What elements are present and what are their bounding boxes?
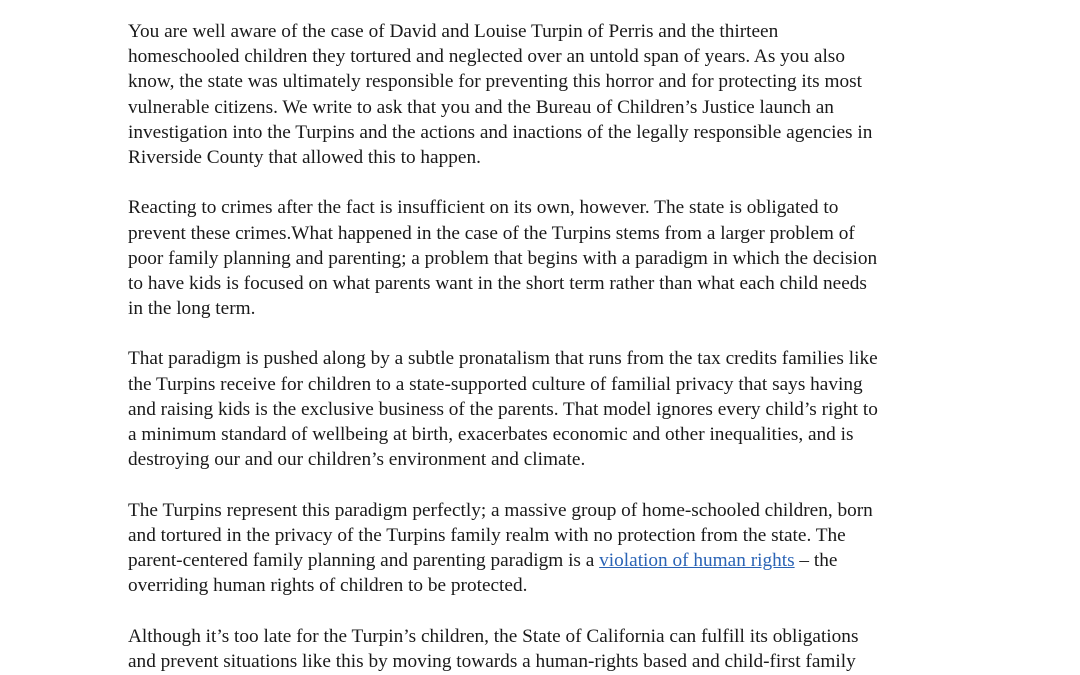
text-segment: – the bbox=[794, 549, 838, 571]
paragraph-4 bbox=[128, 498, 958, 599]
letter-body bbox=[128, 19, 958, 674]
text-line: prevent these crimes.What happened in the case of the Turpins stems from a larger problem of bbox=[128, 222, 855, 244]
text-segment: parent-centered family planning and parenting paradigm is a bbox=[128, 549, 600, 571]
text-line: and prevent situations like this by moving towards a human-rights based and child-first family bbox=[128, 650, 856, 672]
text-line: and raising kids is the exclusive business of the parents. That model ignores every child’s right to bbox=[128, 398, 878, 420]
text-line: know, the state was ultimately responsible for preventing this horror and for protecting its most bbox=[128, 71, 862, 93]
paragraph-1 bbox=[128, 19, 958, 170]
paragraph-spacer bbox=[128, 170, 958, 195]
human-rights-link[interactable]: violation of human rights bbox=[599, 549, 795, 571]
paragraph-spacer bbox=[128, 321, 958, 346]
paragraph-5 bbox=[128, 624, 958, 674]
text-line: The Turpins represent this paradigm perfectly; a massive group of home-schooled children, born bbox=[128, 499, 873, 521]
text-line: Although it’s too late for the Turpin’s children, the State of California can fulfill its obligations bbox=[128, 625, 859, 647]
text-line: Reacting to crimes after the fact is insufficient on its own, however. The state is obligated to bbox=[128, 197, 839, 219]
paragraph-3 bbox=[128, 346, 958, 472]
text-line: a minimum standard of wellbeing at birth, exacerbates economic and other inequalities, and is bbox=[128, 424, 854, 445]
paragraph-2 bbox=[128, 195, 958, 321]
text-line: in the long term. bbox=[128, 298, 256, 320]
paragraph-spacer bbox=[128, 598, 958, 623]
text-line: Riverside County that allowed this to happen. bbox=[128, 146, 481, 168]
text-line: investigation into the Turpins and the actions and inactions of the legally responsible agencies in bbox=[128, 121, 873, 143]
text-line: destroying our and our children’s environment and climate. bbox=[128, 449, 586, 471]
text-line: to have kids is focused on what parents want in the short term rather than what each child needs bbox=[128, 272, 867, 294]
text-line: the Turpins receive for children to a state-supported culture of familial privacy that says having bbox=[128, 373, 863, 395]
text-line: and tortured in the privacy of the Turpins family realm with no protection from the state. The bbox=[128, 524, 846, 546]
text-line: poor family planning and parenting; a problem that begins with a paradigm in which the decision bbox=[128, 247, 878, 269]
paragraph-spacer bbox=[128, 472, 958, 497]
text-line: overriding human rights of children to be protected. bbox=[128, 575, 528, 597]
text-line: You are well aware of the case of David and Louise Turpin of Perris and the thirteen bbox=[128, 21, 779, 42]
text-line: vulnerable citizens. We write to ask that you and the Bureau of Children’s Justice launch an bbox=[128, 96, 834, 118]
text-line-with-link bbox=[128, 548, 958, 573]
text-line: That paradigm is pushed along by a subtle pronatalism that runs from the tax credits families like bbox=[128, 348, 878, 370]
text-line: homeschooled children they tortured and neglected over an untold span of years. As you also bbox=[128, 46, 845, 68]
